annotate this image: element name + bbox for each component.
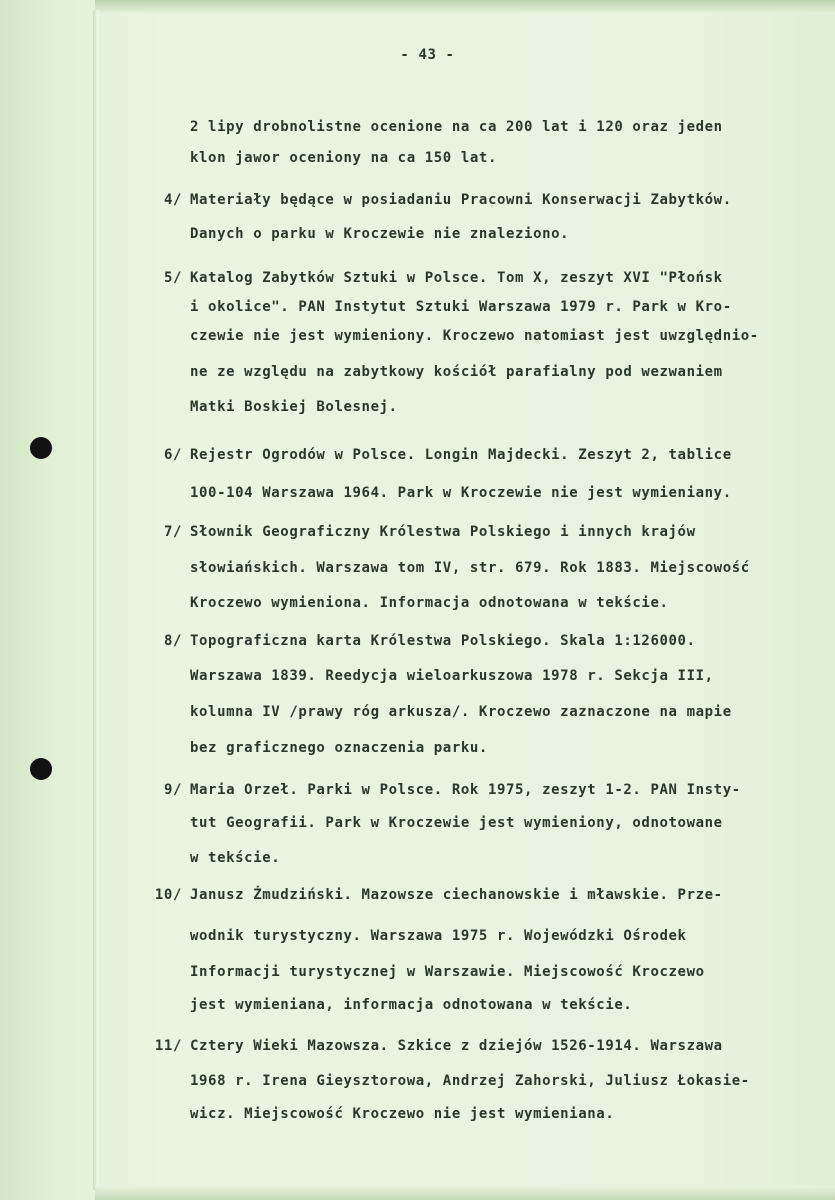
entry-line: Słownik Geograficzny Królestwa Polskiego i innych krajów	[190, 524, 696, 540]
entry-line: Janusz Żmudziński. Mazowsze ciechanowskie i mławskie. Prze-	[190, 887, 723, 903]
entry-line: Danych o parku w Kroczewie nie znaleziono.	[190, 226, 570, 242]
entry-line: słowiańskich. Warszawa tom IV, str. 679. Rok 1883. Miejscowość	[190, 560, 750, 576]
entry-line: Warszawa 1839. Reedycja wieloarkuszowa 1978 r. Sekcja III,	[190, 668, 714, 684]
page-number	[0, 45, 835, 65]
entry-line: Topograficzna karta Królestwa Polskiego. Skala 1:126000.	[190, 633, 696, 649]
entry-line: jest wymieniana, informacja odnotowana w tekście.	[190, 997, 633, 1013]
intro-line: 2 lipy drobnolistne ocenione na ca 200 lat i 120 oraz jeden	[190, 119, 723, 135]
entry-line: Informacji turystycznej w Warszawie. Miejscowość Kroczewo	[190, 964, 705, 980]
entry-line: 1968 r. Irena Gieysztorowa, Andrzej Zahorski, Juliusz Łokasie-	[190, 1073, 750, 1089]
entry-line: Materiały będące w posiadaniu Pracowni Konserwacji Zabytków.	[190, 192, 732, 208]
entry-number: 11/	[154, 1038, 182, 1054]
page-top-edge	[95, 0, 835, 14]
entry-line: ne ze względu na zabytkowy kościół parafialny pod wezwaniem	[190, 364, 723, 380]
entry-number: 4/	[163, 192, 182, 208]
page-binding-edge	[93, 10, 100, 1190]
entry-number: 7/	[163, 524, 182, 540]
intro-line: klon jawor oceniony na ca 150 lat.	[190, 150, 497, 166]
entry-line: Matki Boskiej Bolesnej.	[190, 399, 398, 415]
entry-line: Kroczewo wymieniona. Informacja odnotowana w tekście.	[190, 595, 669, 611]
entry-number: 8/	[163, 633, 182, 649]
entry-line: bez graficznego oznaczenia parku.	[190, 740, 488, 756]
entry-line: wicz. Miejscowość Kroczewo nie jest wymieniana.	[190, 1106, 615, 1122]
entry-line: 100-104 Warszawa 1964. Park w Kroczewie nie jest wymieniany.	[190, 485, 732, 501]
entry-line: Maria Orzeł. Parki w Polsce. Rok 1975, zeszyt 1-2. PAN Insty-	[190, 782, 741, 798]
punch-hole	[30, 758, 52, 780]
entry-line: Rejestr Ogrodów w Polsce. Longin Majdecki. Zeszyt 2, tablice	[190, 447, 732, 463]
entry-number: 6/	[163, 447, 182, 463]
entry-line: tut Geografii. Park w Kroczewie jest wymieniony, odnotowane	[190, 815, 723, 831]
entry-number: 5/	[163, 270, 182, 286]
entry-line: Cztery Wieki Mazowsza. Szkice z dziejów 1526-1914. Warszawa	[190, 1038, 723, 1054]
entry-number: 9/	[163, 782, 182, 798]
entry-line: czewie nie jest wymieniony. Kroczewo natomiast jest uwzględnio-	[190, 328, 759, 344]
page-bottom-edge	[95, 1186, 835, 1200]
punch-hole	[30, 437, 52, 459]
page-number-text: - 43 -	[400, 47, 455, 63]
entry-line: w tekście.	[190, 850, 281, 866]
entry-line: i okolice". PAN Instytut Sztuki Warszawa 1979 r. Park w Kro-	[190, 299, 732, 315]
entry-number: 10/	[154, 887, 182, 903]
entry-line: Katalog Zabytków Sztuki w Polsce. Tom X, zeszyt XVI "Płońsk	[190, 270, 723, 286]
entry-line: kolumna IV /prawy róg arkusza/. Kroczewo zaznaczone na mapie	[190, 704, 732, 720]
entry-line: wodnik turystyczny. Warszawa 1975 r. Wojewódzki Ośrodek	[190, 928, 687, 944]
